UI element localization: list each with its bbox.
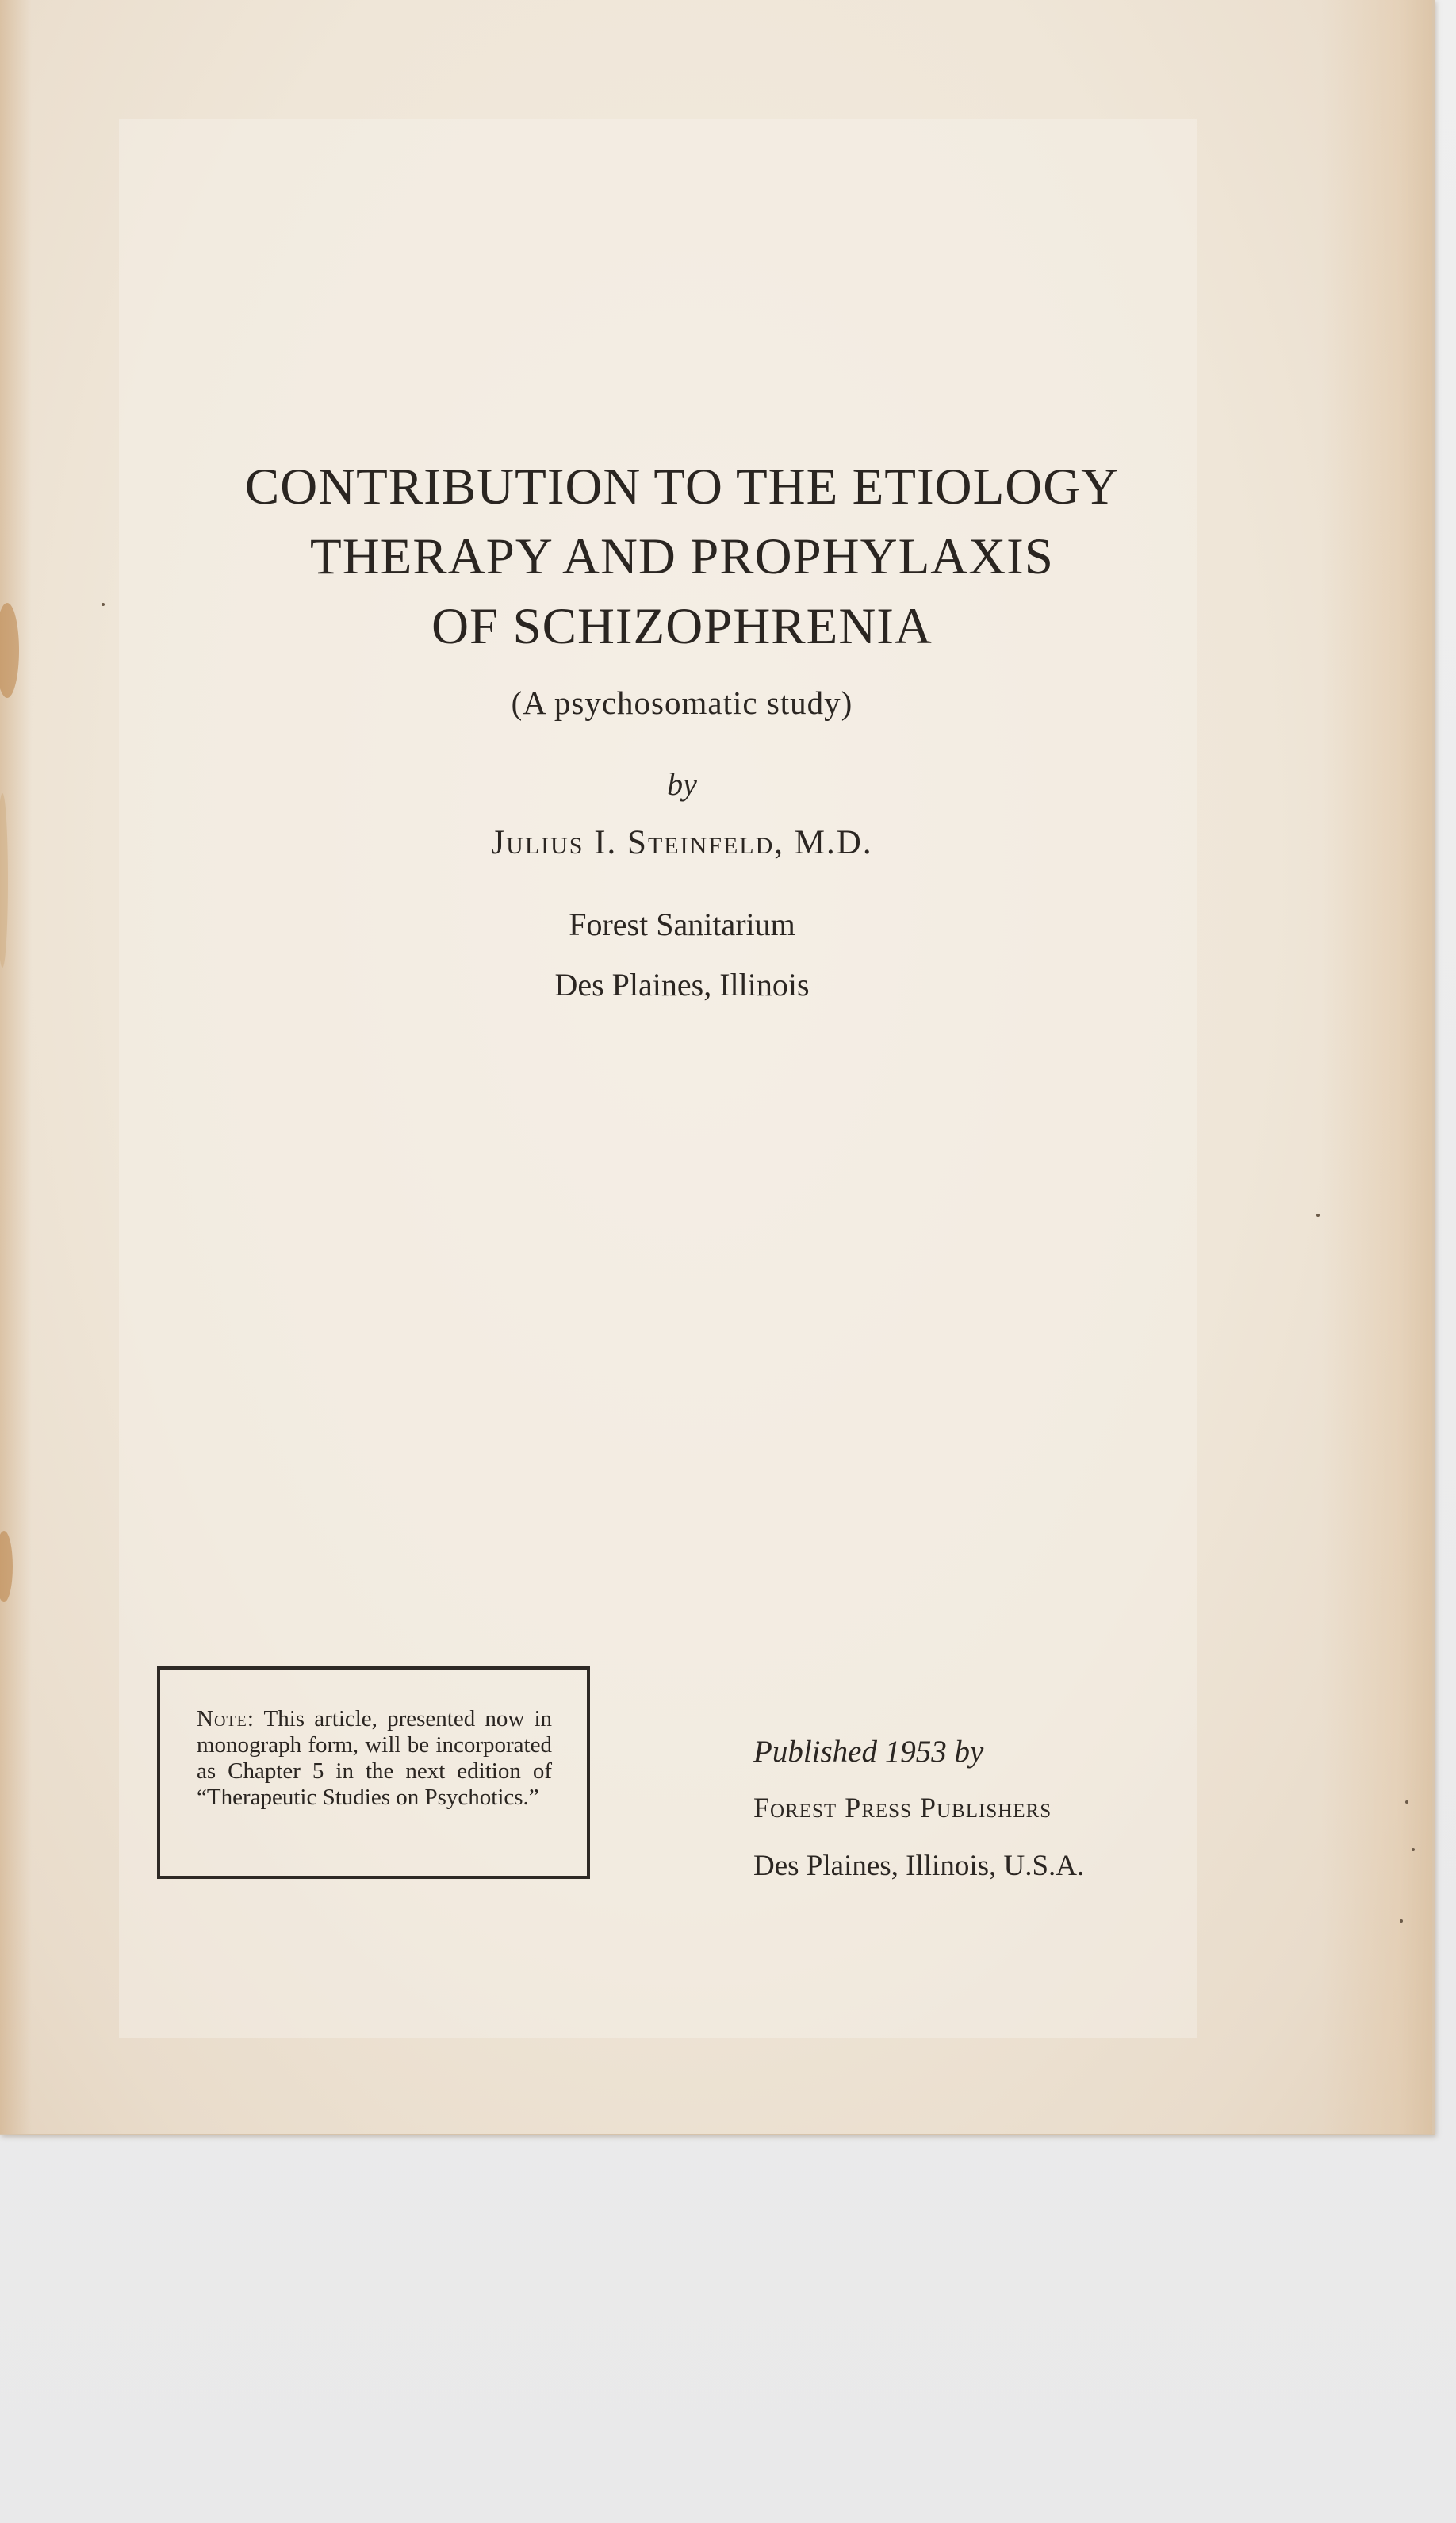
note-body: This article, presented now in monograph form, will be incorporated as Chapter 5 in the next edition of “Therapeutic Studies on Psychotics.”: [197, 1706, 552, 1810]
paper-speck: [1405, 1800, 1408, 1804]
note-label: Note:: [197, 1706, 255, 1731]
published-line: Published 1953 by: [753, 1735, 984, 1769]
paper-speck: [1400, 1919, 1403, 1923]
publisher-name: Forest Press Publishers: [753, 1792, 1052, 1823]
page-right-edge-shading: [1321, 0, 1432, 2134]
author-name: Julius I. Steinfeld, M.D.: [491, 824, 873, 861]
note-text: [197, 1706, 552, 1811]
document-subtitle: (A psychosomatic study): [511, 684, 853, 721]
affiliation-institution: Forest Sanitarium: [569, 907, 795, 942]
page-left-edge-shading: [0, 0, 32, 2134]
byline-by: by: [667, 766, 697, 802]
document-title: [127, 452, 1237, 661]
paper-speck: [102, 603, 105, 606]
title-line: OF SCHIZOPHRENIA: [431, 598, 933, 655]
paper-speck: [1316, 1214, 1320, 1217]
title-line: CONTRIBUTION TO THE ETIOLOGY: [244, 458, 1120, 516]
affiliation-location: Des Plaines, Illinois: [554, 967, 810, 1003]
publisher-location: Des Plaines, Illinois, U.S.A.: [753, 1850, 1085, 1882]
paper-speck: [1412, 1848, 1415, 1851]
title-line: THERAPY AND PROPHYLAXIS: [310, 528, 1054, 585]
note-box: [157, 1666, 590, 1879]
